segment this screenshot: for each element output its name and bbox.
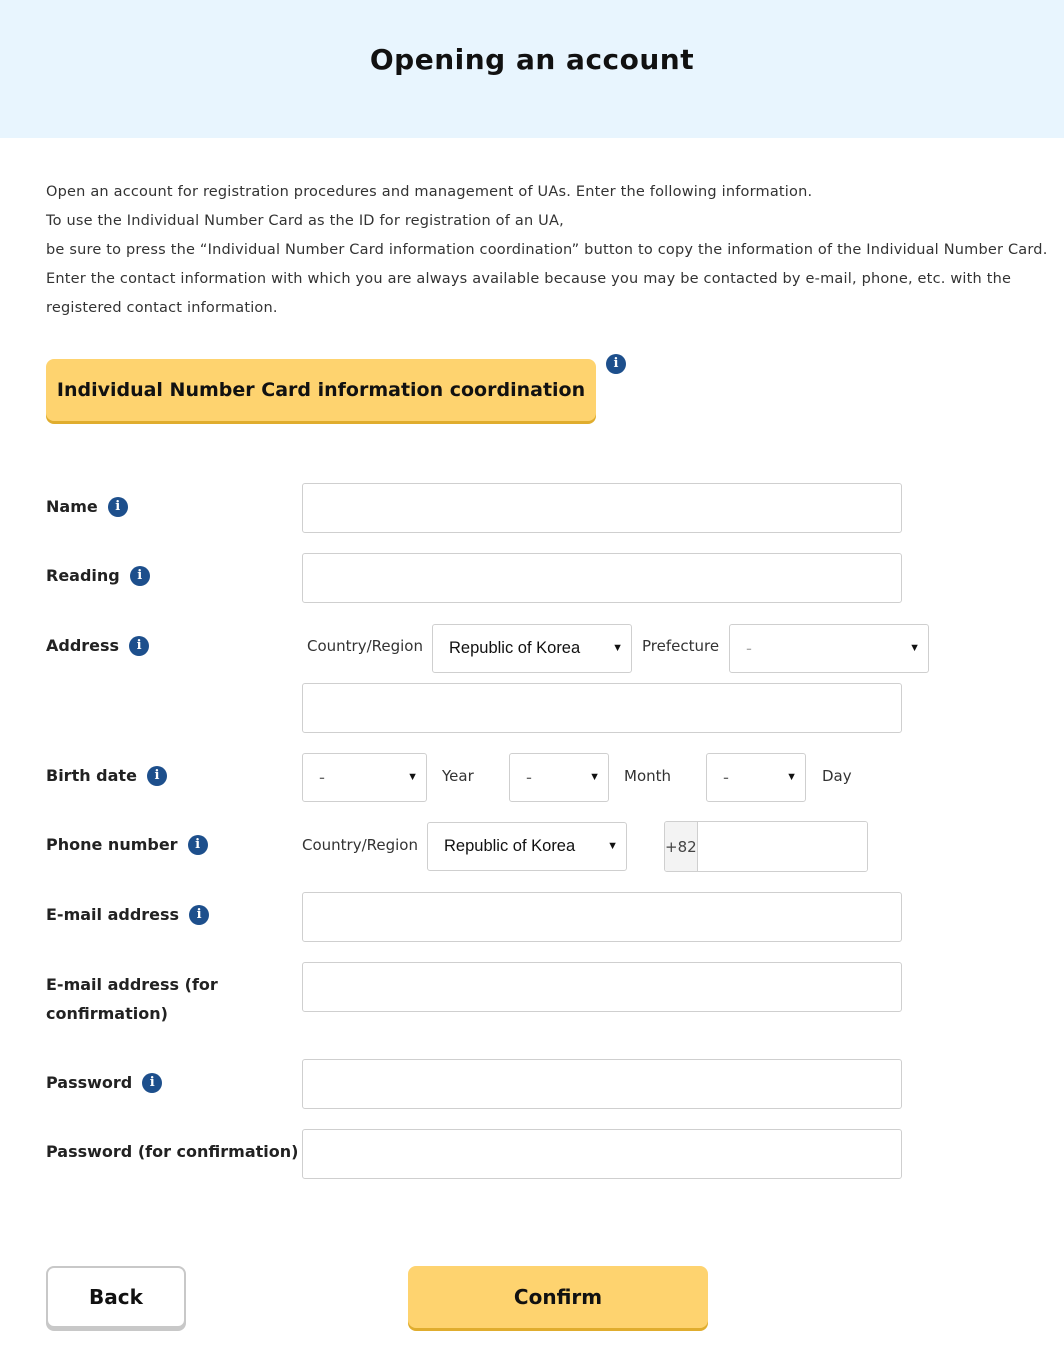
phone-country-label: Country/Region	[302, 836, 418, 854]
prefecture-value: -	[746, 639, 752, 658]
back-button[interactable]: Back	[46, 1266, 186, 1328]
chevron-down-icon: ▼	[786, 771, 797, 783]
phone-country-value: Republic of Korea	[444, 837, 576, 855]
password-confirm-label-row	[46, 1137, 298, 1166]
intro-line: Enter the contact information with which you are always available because you may be contacted by e-mail, phone, etc. with the	[46, 271, 1012, 287]
reading-input[interactable]	[302, 553, 902, 603]
address-detail-input[interactable]	[302, 683, 902, 733]
password-label-row	[46, 1068, 162, 1097]
password-confirm-label: Password (for confirmation)	[46, 1142, 299, 1161]
email-label: E-mail address	[46, 905, 180, 924]
address-country-label: Country/Region	[307, 637, 423, 655]
phone-field	[664, 821, 868, 872]
intro-line: registered contact information.	[46, 300, 278, 316]
intro-line: To use the Individual Number Card as the ID for registration of an UA,	[46, 213, 564, 229]
year-label: Year	[442, 767, 474, 785]
email-input[interactable]	[302, 892, 902, 942]
phone-country-select[interactable]	[427, 822, 627, 871]
phone-country-code: +82	[665, 822, 698, 871]
intro-line: be sure to press the “Individual Number Card information coordination” button to copy the information of the Individual Number Card.	[46, 242, 1048, 258]
chevron-down-icon: ▼	[612, 642, 623, 654]
email-label-row	[46, 900, 209, 929]
birth-month-value: -	[526, 768, 532, 787]
reading-label: Reading	[46, 566, 120, 585]
info-icon[interactable]: i	[130, 566, 150, 586]
birth-year-select[interactable]	[302, 753, 427, 802]
email-confirm-input[interactable]	[302, 962, 902, 1012]
address-country-value: Republic of Korea	[449, 639, 581, 657]
info-icon[interactable]: i	[189, 905, 209, 925]
page-header	[0, 0, 1064, 138]
phone-label: Phone number	[46, 835, 178, 854]
password-input[interactable]	[302, 1059, 902, 1109]
intro-line: Open an account for registration procedures and management of UAs. Enter the following information.	[46, 184, 813, 200]
prefecture-label: Prefecture	[642, 637, 720, 655]
individual-number-card-coordination-button[interactable]: Individual Number Card information coordination	[46, 359, 596, 421]
email-confirm-label-row	[46, 970, 218, 1028]
birth-date-label: Birth date	[46, 766, 137, 785]
birth-date-label-row	[46, 761, 167, 790]
chevron-down-icon: ▼	[607, 840, 618, 852]
password-confirm-input[interactable]	[302, 1129, 902, 1179]
password-label: Password	[46, 1073, 133, 1092]
name-label-row	[46, 492, 128, 521]
prefecture-select[interactable]	[729, 624, 929, 673]
address-label-row	[46, 631, 149, 660]
info-icon[interactable]: i	[147, 766, 167, 786]
day-label: Day	[822, 767, 852, 785]
phone-label-row	[46, 830, 208, 859]
confirm-button[interactable]: Confirm	[408, 1266, 708, 1328]
address-country-select[interactable]	[432, 624, 632, 673]
reading-label-row	[46, 561, 150, 590]
address-label: Address	[46, 636, 120, 655]
name-input[interactable]	[302, 483, 902, 533]
birth-year-value: -	[319, 768, 325, 787]
info-icon[interactable]: i	[188, 835, 208, 855]
birth-day-select[interactable]	[706, 753, 806, 802]
phone-input[interactable]	[698, 822, 868, 871]
info-icon[interactable]: i	[108, 497, 128, 517]
name-label: Name	[46, 497, 98, 516]
info-icon[interactable]: i	[129, 636, 149, 656]
info-icon[interactable]: i	[606, 354, 626, 374]
birth-month-select[interactable]	[509, 753, 609, 802]
page-title: Opening an account	[369, 43, 695, 76]
chevron-down-icon: ▼	[407, 771, 418, 783]
month-label: Month	[624, 767, 672, 785]
email-confirm-label-line2: confirmation)	[46, 1004, 168, 1023]
intro-text	[46, 178, 1046, 323]
birth-day-value: -	[723, 768, 729, 787]
chevron-down-icon: ▼	[589, 771, 600, 783]
chevron-down-icon: ▼	[909, 642, 920, 654]
email-confirm-label: E-mail address (for	[46, 975, 218, 994]
info-icon[interactable]: i	[142, 1073, 162, 1093]
